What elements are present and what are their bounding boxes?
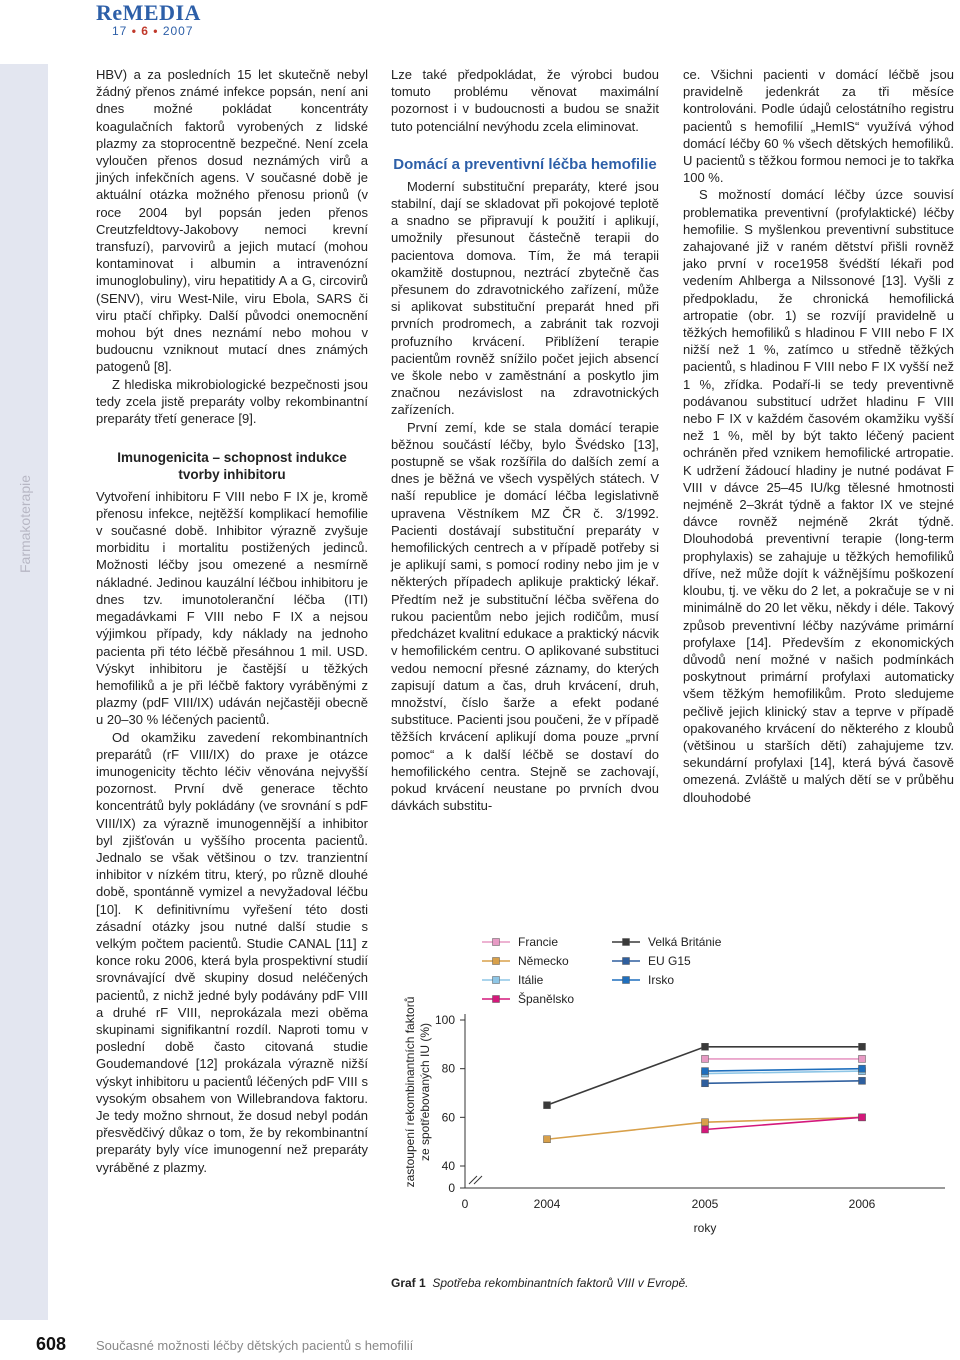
paragraph: ce. Všichni pacienti v domácí léčbě jsou pravidelně jedenkrát za tři měsíce kontrolováni. Podle údajů celostátního registru pacientů s hemofilií „HemIS“ využívá výhod domácí léčby 60 % všech dětských hemofiliků. U pacientů s těžkou formou nemoci je to takřka 100 %. — [683, 67, 954, 186]
legend-marker — [493, 977, 500, 984]
x-axis-label: roky — [693, 1221, 717, 1235]
running-footer: Současné možnosti léčby dětských pacientů s hemofilií — [96, 1338, 414, 1353]
legend-label: Irsko — [648, 973, 675, 987]
section-tab — [0, 64, 48, 1320]
y-axis-label-line-2: ze spotřebovaných IU (%) — [418, 1022, 432, 1162]
legend-label: Francie — [518, 935, 559, 949]
paragraph: Z hlediska mikrobiologické bezpečnosti jsou tedy zcela jistě preparáty volby rekombinantní preparáty třetí generace [9]. — [96, 376, 368, 427]
issue-year: 2007 — [162, 24, 194, 38]
data-point-Velká Británie — [544, 1102, 551, 1109]
legend-label: Německo — [518, 954, 569, 968]
caption-label: Graf 1 — [391, 1276, 426, 1290]
data-point-Irsko — [859, 1065, 866, 1072]
legend-label: Španělsko — [518, 992, 575, 1006]
paragraph: Moderní substituční preparáty, které jsou stabilní, dají se skladovat při pokojové teplotě a snadno se připravují k použití i aplikují, umožnily přesunout částečně terapii do pacientova domova. Tím, že má terapii okamžitě dostupnou, neztrácí zbytečně čas přesunem do zdravotnického zařízení, může si aplikovat substituční preparát hned při prvních prodromech, a zabránit tak rozvoji profuzního krvácení. Přiblížení terapie pacientům rovněž snížilo počet jejich absencí ve škole nebo v zaměstnání a poskytlo jim značnou nezávislost na zdravotnických zařízeních. — [391, 178, 659, 418]
data-point-EU G15 — [702, 1080, 709, 1087]
text-column-2 — [391, 66, 659, 814]
y-tick-label: 60 — [441, 1110, 455, 1125]
data-point-Španělsko — [702, 1126, 709, 1133]
y-tick-label: 100 — [434, 1013, 455, 1027]
data-point-Irsko — [702, 1068, 709, 1075]
x-tick-label: 2004 — [533, 1197, 561, 1211]
caption-text: Spotřeba rekombinantních faktorů VIII v Evropě. — [432, 1276, 689, 1290]
paragraph: HBV) a za posledních 15 let skutečně nebyl žádný přenos známé infekce popsán, není ani dnes možné pokládat koncentráty koagulačních faktorů vyrobených z lidské plazmy za stoprocentně bezpečné. Není zcela vyloučen přenos dosud neznámých virů a jiných infekčních agens. V současné době je aktuální otázka možného přenosu prionů (v roce 2004 byl popsán jeden přenos Creutzfeldtovy-Jakobovy nemoci krevní transfuzí), parvovirů a jejich mutací (mohou kontaminovat i albumin a intravenózní imunoglobuliny), viru hepatitidy A a G, circovirů (SENV), viru West-Nile, viru Ebola, SARS či viru ptačí chřipky. Další původci onemocnění mohou být dnes neznámí nebo mohou v budoucnu vzniknout mutací dnes známých patogenů [8]. — [96, 67, 368, 375]
data-point-Velká Británie — [859, 1043, 866, 1050]
y-tick-label: 80 — [441, 1061, 455, 1076]
series-line-EU G15 — [705, 1081, 862, 1083]
paragraph: S možností domácí léčby úzce souvisí problematika preventivní (profylaktické) léčby hemofilie. S myšlenkou preventivní substituce zahajované již v raném dětství přišli rovněž jako první v roce1958 švédští lékaři pod vedením Ahlberga a Nilssonové [13]. Vyšli z předpokladu, že chronická hemofilická artropatie (obr. 1) se rozvíjí pravidelně u těžkých hemofiliků s hladinou F VIII nebo F IX nižší než 1 %, zatímco u středně těžkých pacientů, s hladinou F VIII nebo F IX vyšší než 1 %, zřídka. Podaří-li se tedy preventivně podávanou substitucí udržet hladinu F VIII nebo F IX v každém časovém okamžiku vyšší než 1 %, měl by být takto léčený pacient ochráněn před vznikem hemofilické artropatie. K udržení žádoucí hladiny je nutné podávat F VIII v dávce 25–45 IU/kg tělesné hmotnosti nejméně 2–3krát týdně a faktor IX ve stejné dávce rovněž nejméně 2krát týdně. Dlouhodobá preventivní terapie (long-term prophylaxis) se zahajuje u těžkých hemofiliků dříve, než může dojít k vážnějšímu poškození kloubu, tj. ve věku do 2 let, a pokračuje se v ni minimálně do 20 let věku, někdy i déle. Takový způsob preventivní léčby nazýváme primární profylaxe [14]. Především z ekonomických důvodů není možné v našich podmínkách poskytnout primární profylaxi automaticky všem těžkým hemofilikům. Proto sledujeme pečlivě jejich klinický stav a teprve v případě opakovaného krvácení do některého z kloubů (většinou u starších dětí) zahajujeme tzv. sekundární profylaxi [14], která bývá časově omezená. Zvláště u malých dětí se v průběhu dlouhodobé — [683, 187, 954, 805]
data-point-Francie — [702, 1055, 709, 1062]
text-column-1 — [96, 66, 368, 1176]
paragraph: Vytvoření inhibitoru F VIII nebo F IX je, kromě přenosu infekce, nejtěžší komplikací hemofilie v současné době. Inhibitor výrazně zvyšuje morbiditu i mortalitu postižených jedinců. Možnosti léčby jsou omezené a nesmírně nákladné. Jedinou kauzální léčbou inhibitoru je dnes tzv. imunotoleranční léčba (ITI) megadávkami F VIII nebo F IX a nejsou výjimkou případy, kdy náklady na jednoho pacienta při této léčbě přesáhnou 1 mil. USD. Výskyt inhibitoru je častější u těžkých hemofiliků a je při léčbě faktory vyráběnými z plazmy (pdF VIII/IX) udáván nejčastěji obecně u 20–30 % léčených pacientů. — [96, 488, 368, 728]
y-tick-label: 40 — [441, 1159, 455, 1173]
legend-marker — [623, 939, 630, 946]
legend-label: EU G15 — [648, 954, 691, 968]
page-number: 608 — [36, 1334, 67, 1354]
data-point-Francie — [859, 1055, 866, 1062]
section-label: Farmakoterapie — [17, 474, 34, 574]
issue-month: 6 — [141, 24, 149, 38]
legend-marker — [493, 939, 500, 946]
data-point-Německo — [702, 1119, 709, 1126]
y-axis-label-line-1: zastoupení rekombinantních faktorů — [403, 996, 417, 1188]
paragraph: První zemí, kde se stala domácí terapie běžnou součástí léčby, bylo Švédsko [13], postupně se však rozšířila do dalších zemí a dnes je běžná ve všech vyspělých státech. V naší republice je domácí léčba legislativně upravena Věstníkem MZ ČR č. 3/1992. Pacienti dostávají substituční preparáty v hemofilických centrech a v případě potřeby si je aplikují sami, s pomocí rodiny nebo jim je v některých případech aplikuje praktický lékař. Předtím než je substituční léčba svěřena do rukou pacientům nebo jejich rodičům, musí předcházet kvalitní edukace a praktický nácvik v hemofilickém centru. O aplikované substituci vedou nemocní přesné záznamy, do kterých zapisují datum a čas, druh krvácení, druh, množství, číslo šarže a efekt podané substituce. Pacienti jsou poučeni, že v případě těžších krvácení aplikují doma pouze „první pomoc“ a k další léčbě se dostaví do hemofilického centra. Stejně se zachovají, pokud krvácení neustane po prvních dvou dávkách substitu- — [391, 419, 659, 814]
issue-info — [112, 24, 194, 38]
issue-separator-1: • — [131, 24, 137, 38]
paragraph: Od okamžiku zavedení rekombinantních preparátů (rF VIII/IX) do praxe je otázce imunogenicity těchto léčiv věnována nejvyšší pozornost. První dvě generace těchto koncentrátů byly pokládány (ve srovnání s pdF VIII/IX) za výrazně imunogennější a inhibitor byl zjišťován u vyššího procenta pacientů. Jednalo se však většinou o tzv. tranzientní inhibitor v nízkém titru, který, po různě dlouhé době, spontánně vymizel a nevyžadoval léčbu [10]. K definitivnímu vyřešení této dosti zásadní otázky jsou nutné další studie s velkým počtem pacientů. Studie CANAL [11] z konce roku 2006, která byla prospektivní studií srovnávající dvě skupiny dosud neléčených pacientů, z nichž jedné byly podávány pdF VIII a druhé rF VIII, neprokázala mezi oběma skupinami signifikantní rozdíl. Naproti tomu v poslední době často citovaná studie Goudemandové [12] prokázala výrazně nižší výskyt inhibitoru u pacientů léčených pdF VIII s vysokým obsahem von Willebrandova faktoru. Je tedy možno shrnout, že dosud nebyl podán přesvědčivý důkaz o tom, že by rekombinantní preparáty byly více imunogenní než preparáty vyráběné z plazmy. — [96, 729, 368, 1175]
legend-marker — [623, 958, 630, 965]
legend-label: Velká Británie — [648, 935, 722, 949]
legend-marker — [493, 996, 500, 1003]
data-point-EU G15 — [859, 1077, 866, 1084]
x-tick-label: 2006 — [848, 1197, 876, 1211]
issue-separator-2: • — [153, 24, 159, 38]
line-chart — [400, 922, 960, 1262]
chart — [400, 922, 960, 1262]
section-heading: Domácí a preventivní léčba hemofilie — [393, 155, 657, 173]
x-tick-label: 0 — [461, 1197, 469, 1211]
data-point-Španělsko — [859, 1114, 866, 1121]
data-point-Německo — [544, 1136, 551, 1143]
paragraph: Lze také předpokládat, že výrobci budou tomuto problému věnovat maximální pozornost i v budoucnosti a budou se snažit tuto potenciální nevýhodu zcela eliminovat. — [391, 67, 659, 134]
text-column-3 — [683, 66, 954, 806]
y-tick-label: 0 — [448, 1181, 455, 1195]
figure-caption — [391, 1276, 689, 1290]
legend-marker — [623, 977, 630, 984]
x-tick-label: 2005 — [691, 1197, 719, 1211]
section-heading: Imunogenicita – schopnost indukce tvorby inhibitoru — [117, 450, 347, 483]
legend-marker — [493, 958, 500, 965]
journal-logo: ReMEDIA — [96, 0, 201, 25]
legend-label: Itálie — [518, 973, 544, 987]
issue-number: 17 — [112, 24, 128, 38]
data-point-Velká Británie — [702, 1043, 709, 1050]
